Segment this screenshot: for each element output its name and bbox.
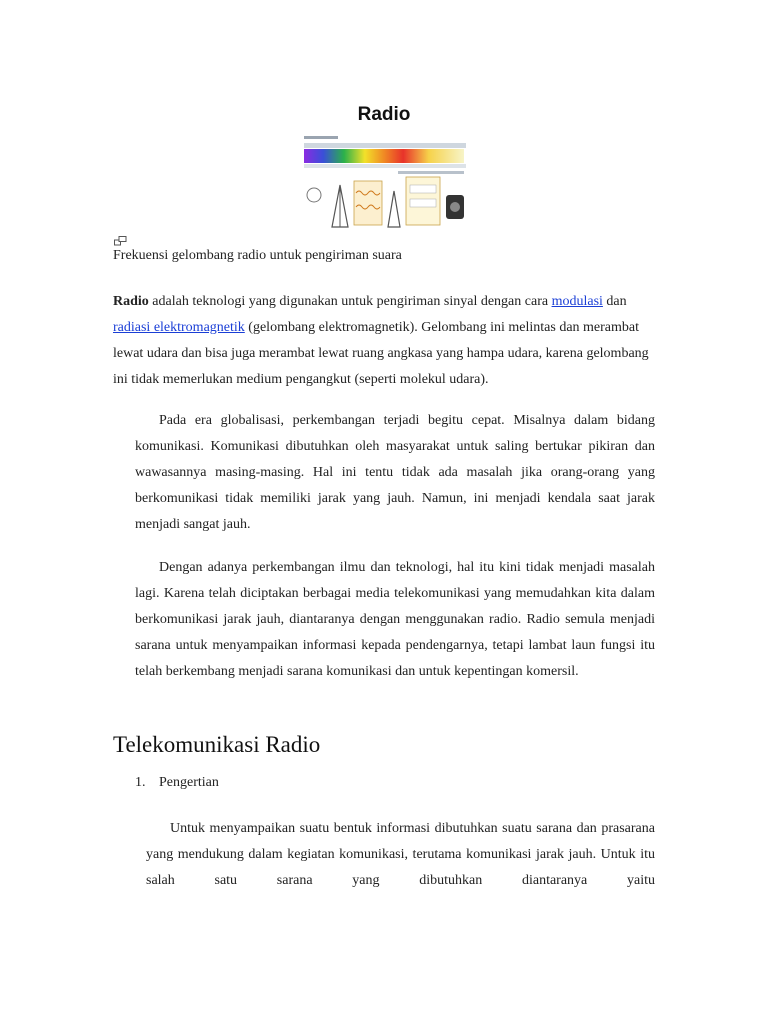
list-item-label: Pengertian — [159, 775, 219, 790]
body-paragraph-1: Pada era globalisasi, perkembangan terjadi begitu cepat. Misalnya dalam bidang komunikasi. Komunikasi dibutuhkan oleh masyarakat untuk saling bertukar pikiran dan wawasannya masing-masing. Hal ini tentu tidak ada masalah jika orang-orang yang berkomunikasi tidak memiliki jarak yang jauh. Namun, ini menjadi kendala saat jarak menjadi sangat jauh. — [135, 413, 655, 532]
section-heading: Telekomunikasi Radio — [113, 732, 321, 757]
radio-spectrum-figure — [302, 133, 468, 233]
image-expand-icon[interactable] — [114, 236, 127, 246]
page-title: Radio — [357, 104, 411, 125]
intro-text-1: adalah teknologi yang digunakan untuk pengiriman sinyal dengan cara — [148, 294, 552, 309]
list-item-number: 1. — [135, 775, 146, 790]
link-radiasi-elektromagnetik[interactable]: radiasi elektromagnetik — [113, 320, 245, 335]
body-paragraph-2: Dengan adanya perkembangan ilmu dan teknologi, hal itu kini tidak menjadi masalah lagi. Karena telah diciptakan berbagai media telekomunikasi yang memudahkan kita dalam berkomunikasi jarak jauh, diantaranya dengan menggunakan radio. Radio semula menjadi sarana untuk menyampaikan informasi kepada pendengarnya, tetapi lambat laun fungsi itu telah berkembang menjadi sarana komunikasi dan untuk kepentingan komersil. — [135, 560, 655, 679]
intro-bold-term: Radio — [113, 294, 149, 309]
intro-text-2: dan — [602, 294, 627, 309]
intro-text-3: (gelombang elektromagnetik). Gelombang ini melintas dan merambat lewat udara dan bisa juga merambat lewat ruang angkasa yang hampa udara, karena gelombang ini tidak memerlukan medium pengangkut (seperti molekul udara). — [113, 320, 649, 387]
link-modulasi[interactable]: modulasi — [551, 294, 603, 309]
section-paragraph: Untuk menyampaikan suatu bentuk informasi dibutuhkan suatu sarana dan prasarana yang mendukung dalam kegiatan komunikasi, terutama komunikasi jarak jauh. Untuk itu salah satu sarana yang dibutuhkan diantaranya yaitu — [146, 821, 655, 888]
figure-caption: Frekuensi gelombang radio untuk pengiriman suara — [113, 248, 402, 263]
list-item — [135, 775, 219, 791]
intro-paragraph — [113, 289, 658, 393]
